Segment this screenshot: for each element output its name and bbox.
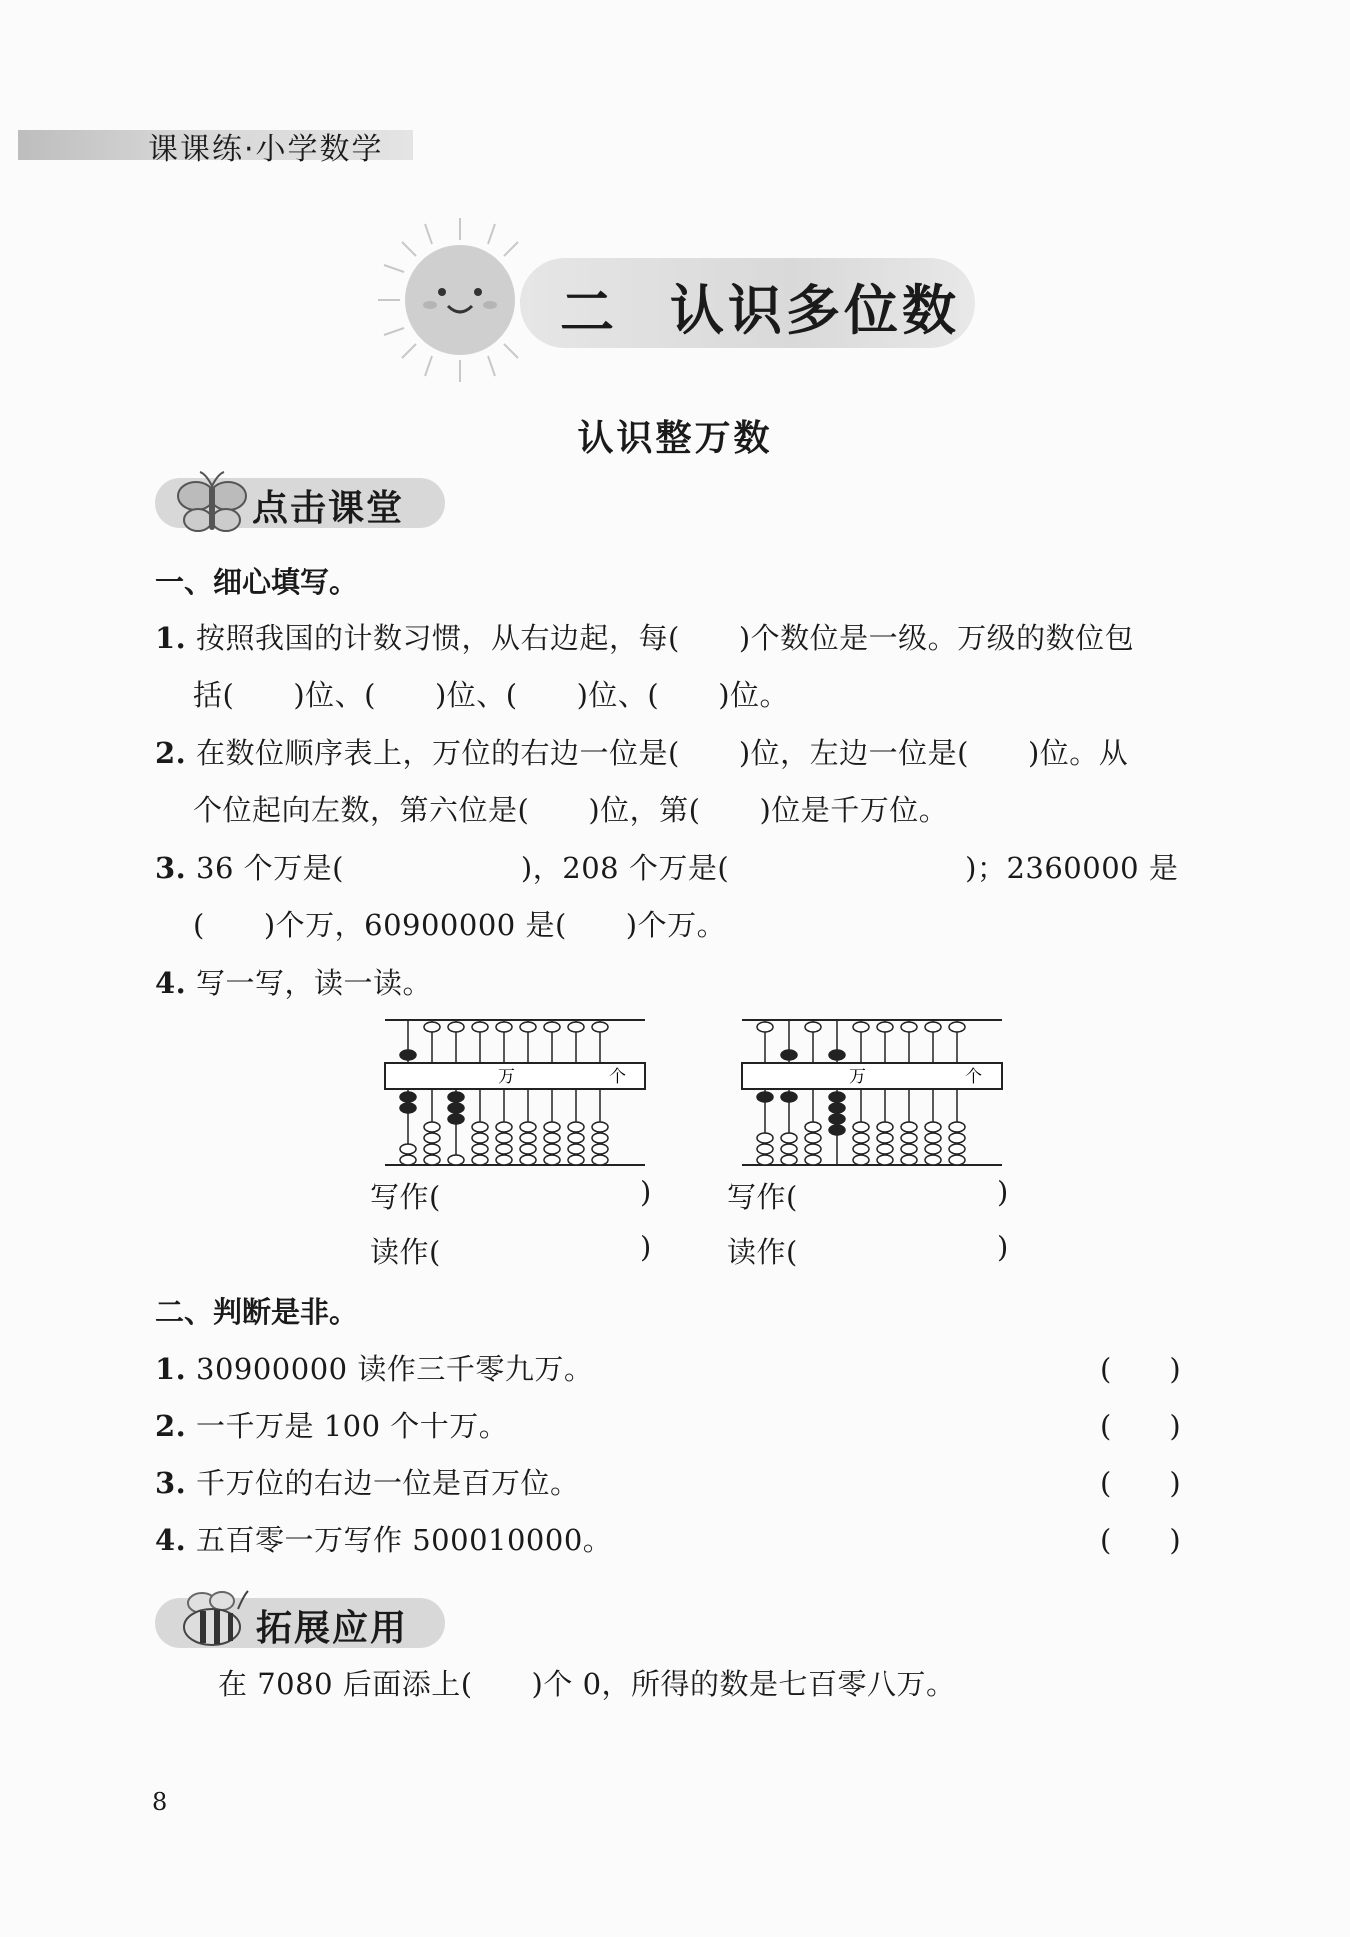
judge-item-4: 4. 五百零一万写作 500010000。	[155, 1523, 613, 1557]
abacus-left-read: 读作(	[370, 1235, 441, 1269]
abacus-right-lower-bead-8-1	[949, 1133, 965, 1143]
abacus-right-lower-bead-2-3	[805, 1155, 821, 1165]
abacus-left-lower-bead-6-2	[544, 1144, 560, 1154]
abacus-left-upper-bead-8	[592, 1022, 608, 1032]
abacus-right-lower-bead-2-2	[805, 1144, 821, 1154]
abacus-right-upper-bead-8	[949, 1022, 965, 1032]
abacus-left-lower-bead-4-0	[496, 1122, 512, 1132]
abacus-left-lower-bead-6-0	[544, 1122, 560, 1132]
abacus-left-lower-bead-7-2	[568, 1144, 584, 1154]
abacus-right-lower-bead-2-0	[805, 1122, 821, 1132]
abacus-right-lower-bead-8-2	[949, 1144, 965, 1154]
abacus-left-read-close: )	[640, 1230, 652, 1264]
chapter-title: 认识多位数	[670, 279, 960, 342]
abacus-right-lower-bead-2-1	[805, 1133, 821, 1143]
abacus-left-lower-bead-1-3	[424, 1155, 440, 1165]
abacus-left-write: 写作(	[370, 1180, 441, 1214]
abacus-left-lower-bead-7-0	[568, 1122, 584, 1132]
abacus-right-lower-bead-0-3	[757, 1155, 773, 1165]
judge-item-3: 3. 千万位的右边一位是百万位。	[155, 1466, 580, 1500]
abacus-left-lower-bead-3-1	[472, 1133, 488, 1143]
abacus-left-upper-bead-4	[496, 1022, 512, 1032]
abacus-right-read-close: )	[997, 1230, 1009, 1264]
abacus-right-upper-bead-7	[925, 1022, 941, 1032]
abacus-right-lower-bead-3-1	[829, 1103, 845, 1113]
abacus-left-lower-bead-7-3	[568, 1155, 584, 1165]
q2-line2: 个位起向左数，第六位是( )位，第( )位是千万位。	[193, 793, 949, 827]
abacus-left-lower-bead-3-2	[472, 1144, 488, 1154]
abacus-left-lower-bead-3-3	[472, 1155, 488, 1165]
q3-line2: ( )个万，60900000 是( )个万。	[193, 908, 727, 942]
abacus-left-lower-bead-4-1	[496, 1133, 512, 1143]
abacus-right-upper-bead-0	[757, 1022, 773, 1032]
abacus-left-ge-label: 个	[609, 1067, 626, 1087]
abacus-left-lower-bead-4-2	[496, 1144, 512, 1154]
abacus-left-lower-bead-1-1	[424, 1133, 440, 1143]
abacus-left-upper-bead-0	[400, 1050, 416, 1060]
abacus-left-lower-bead-8-0	[592, 1122, 608, 1132]
abacus-right-lower-bead-0-0	[757, 1092, 773, 1102]
abacus-right-lower-bead-1-1	[781, 1133, 797, 1143]
abacus-left-upper-bead-5	[520, 1022, 536, 1032]
abacus-right-write: 写作(	[727, 1180, 798, 1214]
abacus-right-upper-bead-3	[829, 1050, 845, 1060]
abacus-right-lower-bead-7-1	[925, 1133, 941, 1143]
abacus-right-lower-bead-1-0	[781, 1092, 797, 1102]
abacus-right-lower-bead-6-2	[901, 1144, 917, 1154]
part2-heading: 二、判断是非。	[155, 1295, 359, 1329]
butterfly-icon	[172, 470, 252, 540]
abacus-left	[380, 1015, 660, 1170]
section-label-extension: 拓展应用	[256, 1608, 409, 1649]
q4-line: 4. 写一写，读一读。	[155, 966, 433, 1000]
q3-line1: 3. 36 个万是( )，208 个万是( )；2360000 是	[155, 851, 1179, 885]
abacus-right-lower-bead-0-1	[757, 1133, 773, 1143]
abacus-right-lower-bead-4-0	[853, 1122, 869, 1132]
abacus-left-write-close: )	[640, 1175, 652, 1209]
abacus-right-lower-bead-1-3	[781, 1155, 797, 1165]
abacus-right-lower-bead-8-0	[949, 1122, 965, 1132]
abacus-right-lower-bead-7-2	[925, 1144, 941, 1154]
abacus-right-lower-bead-5-3	[877, 1155, 893, 1165]
abacus-left-lower-bead-0-0	[400, 1092, 416, 1102]
book-title: 课课练·小学数学	[148, 132, 384, 167]
abacus-right-write-close: )	[997, 1175, 1009, 1209]
abacus-right-lower-bead-5-1	[877, 1133, 893, 1143]
abacus-right-lower-bead-7-0	[925, 1122, 941, 1132]
abacus-left-upper-bead-2	[448, 1022, 464, 1032]
judge-answer-3[interactable]: ( )	[1100, 1466, 1181, 1500]
abacus-right-lower-bead-6-3	[901, 1155, 917, 1165]
abacus-left-lower-bead-0-3	[400, 1155, 416, 1165]
abacus-left-lower-bead-5-3	[520, 1155, 536, 1165]
abacus-right-lower-bead-3-0	[829, 1092, 845, 1102]
abacus-right-lower-bead-4-2	[853, 1144, 869, 1154]
q1-line1: 1. 按照我国的计数习惯，从右边起，每( )个数位是一级。万级的数位包	[155, 621, 1135, 655]
abacus-right-read: 读作(	[727, 1235, 798, 1269]
abacus-left-wan-label: 万	[498, 1067, 515, 1087]
abacus-right-upper-bead-6	[901, 1022, 917, 1032]
abacus-left-lower-bead-1-0	[424, 1122, 440, 1132]
judge-answer-4[interactable]: ( )	[1100, 1523, 1181, 1557]
abacus-right-lower-bead-1-2	[781, 1144, 797, 1154]
abacus-right-lower-bead-7-3	[925, 1155, 941, 1165]
chapter-number: 二	[560, 281, 614, 344]
abacus-left-upper-bead-3	[472, 1022, 488, 1032]
abacus-left-frame	[385, 1020, 645, 1165]
abacus-left-upper-bead-6	[544, 1022, 560, 1032]
abacus-left-lower-bead-7-1	[568, 1133, 584, 1143]
abacus-left-lower-bead-2-1	[448, 1103, 464, 1113]
page-number: 8	[152, 1788, 168, 1816]
abacus-right-upper-bead-5	[877, 1022, 893, 1032]
abacus-right-wan-label: 万	[849, 1067, 866, 1087]
abacus-left-lower-bead-5-1	[520, 1133, 536, 1143]
abacus-left-lower-bead-3-0	[472, 1122, 488, 1132]
judge-item-2: 2. 一千万是 100 个十万。	[155, 1409, 509, 1443]
abacus-right-ge-label: 个	[965, 1067, 982, 1087]
abacus-right-lower-bead-4-1	[853, 1133, 869, 1143]
q2-line1: 2. 在数位顺序表上，万位的右边一位是( )位，左边一位是( )位。从	[155, 736, 1129, 770]
lesson-title: 认识整万数	[577, 418, 773, 459]
abacus-left-lower-bead-1-2	[424, 1144, 440, 1154]
judge-answer-2[interactable]: ( )	[1100, 1409, 1181, 1443]
abacus-left-upper-bead-1	[424, 1022, 440, 1032]
bee-icon	[168, 1585, 258, 1655]
extension-question: 在 7080 后面添上( )个 0，所得的数是七百零八万。	[218, 1667, 956, 1701]
judge-item-1: 1. 30900000 读作三千零九万。	[155, 1352, 594, 1386]
abacus-left-lower-bead-2-3	[448, 1155, 464, 1165]
abacus-left-lower-bead-8-3	[592, 1155, 608, 1165]
abacus-left-lower-bead-0-1	[400, 1103, 416, 1113]
abacus-right-lower-bead-3-3	[829, 1125, 845, 1135]
abacus-left-lower-bead-6-3	[544, 1155, 560, 1165]
abacus-left-lower-bead-8-2	[592, 1144, 608, 1154]
abacus-right-lower-bead-8-3	[949, 1155, 965, 1165]
abacus-right-lower-bead-6-0	[901, 1122, 917, 1132]
judge-answer-1[interactable]: ( )	[1100, 1352, 1181, 1386]
abacus-right-lower-bead-6-1	[901, 1133, 917, 1143]
abacus-left-lower-bead-2-0	[448, 1092, 464, 1102]
abacus-left-lower-bead-5-0	[520, 1122, 536, 1132]
section-label-classroom: 点击课堂	[252, 488, 405, 529]
abacus-right-upper-bead-2	[805, 1022, 821, 1032]
abacus-right-lower-bead-0-2	[757, 1144, 773, 1154]
q1-line2: 括( )位、( )位、( )位、( )位。	[193, 678, 790, 712]
abacus-left-lower-bead-4-3	[496, 1155, 512, 1165]
abacus-right-lower-bead-4-3	[853, 1155, 869, 1165]
abacus-right-lower-bead-5-2	[877, 1144, 893, 1154]
abacus-left-lower-bead-8-1	[592, 1133, 608, 1143]
abacus-left-lower-bead-2-2	[448, 1114, 464, 1124]
abacus-right-upper-bead-1	[781, 1050, 797, 1060]
abacus-right-upper-bead-4	[853, 1022, 869, 1032]
abacus-left-lower-bead-0-2	[400, 1144, 416, 1154]
abacus-left-lower-bead-5-2	[520, 1144, 536, 1154]
abacus-right-lower-bead-3-2	[829, 1114, 845, 1124]
abacus-right-lower-bead-5-0	[877, 1122, 893, 1132]
abacus-left-upper-bead-7	[568, 1022, 584, 1032]
abacus-right	[737, 1015, 1017, 1170]
abacus-left-lower-bead-6-1	[544, 1133, 560, 1143]
part1-heading: 一、细心填写。	[155, 565, 359, 599]
